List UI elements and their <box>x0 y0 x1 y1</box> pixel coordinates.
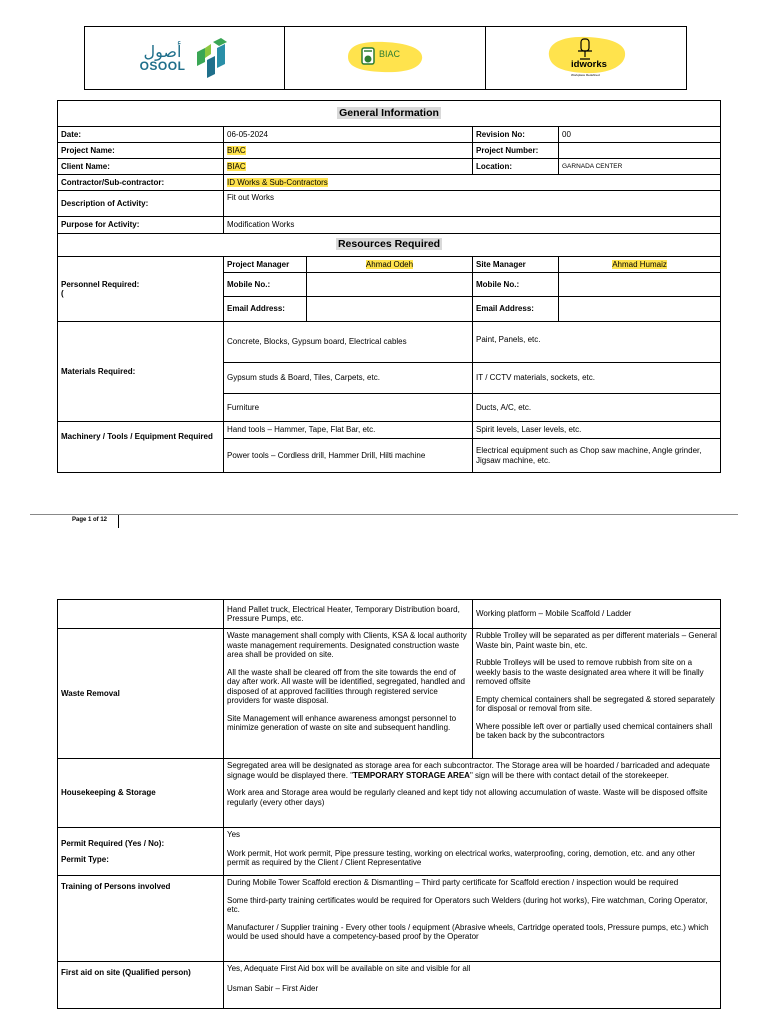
pm-email-label: Email Address: <box>224 297 307 322</box>
material-item: IT / CCTV materials, sockets, etc. <box>473 363 721 394</box>
permit-label: Permit Required (Yes / No): Permit Type: <box>58 828 224 876</box>
idworks-tagline: Workplace Redefined <box>571 72 600 77</box>
machinery-item: Hand tools – Hammer, Tape, Flat Bar, etc. <box>224 422 473 439</box>
materials-label: Materials Required: <box>58 322 224 422</box>
general-info-table <box>57 100 721 473</box>
revision-label: Revision No: <box>473 127 559 143</box>
project-name-label: Project Name: <box>58 143 224 159</box>
continuation-table <box>57 599 721 1009</box>
project-manager-value: Ahmad Odeh <box>307 257 473 273</box>
housekeeping-label: Housekeeping & Storage <box>58 759 224 828</box>
machinery-item: Power tools – Cordless drill, Hammer Drill, Hilti machine <box>224 439 473 473</box>
machinery-item: Spirit levels, Laser levels, etc. <box>473 422 721 439</box>
project-manager-label: Project Manager <box>224 257 307 273</box>
site-manager-label: Site Manager <box>473 257 559 273</box>
contractor-value: ID Works & Sub-Contractors <box>224 175 721 191</box>
osool-text: OSOOL <box>139 59 186 73</box>
pm-email-value <box>307 297 473 322</box>
sm-mobile-label: Mobile No.: <box>473 273 559 297</box>
sm-email-label: Email Address: <box>473 297 559 322</box>
housekeeping-text: Segregated area will be designated as storage area for each subcontractor. The Storage area will be hoarded / barricaded and adequate signage would be displayed there. "TEMPORARY STORAGE AREA" sign will be there with contact detail of the storekeeper. Work area and Storage area would be regularly cleaned and kept tidy not allowing accumulation of waste. Waste will be disposed offsite regularly (every other days) <box>224 759 721 828</box>
revision-value: 00 <box>559 127 721 143</box>
machinery-label: Machinery / Tools / Equipment Required <box>58 422 224 473</box>
biac-text: BIAC <box>379 48 401 59</box>
material-item: Paint, Panels, etc. <box>473 322 721 363</box>
training-text: During Mobile Tower Scaffold erection & Dismantling – Third party certificate for Scaffold erection / inspection would be required Some third-party training certificates would be required for Operators such Welders (during hot works), Fire watchman, Coring Operator, etc. Manufacturer / Supplier training - Every other tools / equipment (Abrasive wheels, Cartridge operated tools, Pressure pumps, etc.) which would be used should have a competency-based proof by the Operator <box>224 876 721 962</box>
waste-removal-label: Waste Removal <box>58 629 224 759</box>
page-number-divider <box>118 515 119 528</box>
permit-text: Yes Work permit, Hot work permit, Pipe pressure testing, working on electrical works, waterproofing, coring, demotion, etc. and any other permit as required by the Client / Client Representative <box>224 828 721 876</box>
idworks-logo-cell <box>486 27 687 90</box>
material-item: Ducts, A/C, etc. <box>473 394 721 422</box>
material-item: Gypsum studs & Board, Tiles, Carpets, etc. <box>224 363 473 394</box>
first-aid-text: Yes, Adequate First Aid box will be available on site and visible for all Usman Sabir – First Aider <box>224 962 721 1009</box>
date-label: Date: <box>58 127 224 143</box>
osool-logo-cell <box>85 27 285 90</box>
machinery-item: Working platform – Mobile Scaffold / Ladder <box>473 600 721 629</box>
page-break-rule <box>30 514 738 515</box>
material-item: Concrete, Blocks, Gypsum board, Electrical cables <box>224 322 473 363</box>
idworks-text: idworks <box>571 58 607 70</box>
machinery-cont-label <box>58 600 224 629</box>
logo-header <box>84 26 687 90</box>
biac-logo-cell <box>285 27 486 90</box>
resources-heading: Resources Required <box>58 234 721 257</box>
general-info-heading: General Information <box>58 101 721 127</box>
page-number: Page 1 of 12 <box>72 517 108 523</box>
machinery-item: Electrical equipment such as Chop saw machine, Angle grinder, Jigsaw machine, etc. <box>473 439 721 473</box>
waste-removal-left: Waste management shall comply with Clients, KSA & local authority waste management requirements. Designated construction waste area shall be provided on site. All the waste shall be cleared off from the site towards the end of day after work. All waste will be identified, segregated, handled and disposed of at approved facilities through registered service providers for waste disposal. Site Management will enhance awareness amongst personnel to minimize generation of waste on site and subsequent handling. <box>224 629 473 759</box>
training-label: Training of Persons involved <box>58 876 224 962</box>
site-manager-value: Ahmad Humaiz <box>559 257 721 273</box>
material-item: Furniture <box>224 394 473 422</box>
project-number-label: Project Number: <box>473 143 559 159</box>
machinery-item: Hand Pallet truck, Electrical Heater, Temporary Distribution board, Pressure Pumps, etc. <box>224 600 473 629</box>
client-name-label: Client Name: <box>58 159 224 175</box>
osool-arabic-text: أصول <box>143 42 182 61</box>
personnel-label: Personnel Required: ( <box>58 257 224 322</box>
date-value: 06-05-2024 <box>224 127 473 143</box>
sm-mobile-value <box>559 273 721 297</box>
purpose-value: Modification Works <box>224 217 721 234</box>
sm-email-value <box>559 297 721 322</box>
waste-removal-right: Rubble Trolley will be separated as per different materials – General Waste bin, Paint waste bin, etc. Rubble Trolleys will be used to remove rubbish from site on a weekly basis to the waste designated area where it will be finally removed offsite Empty chemical containers shall be segregated & stored separately for disposal or removal from site. Where possible left over or partially used chemical containers shall be taken back by the subcontractors <box>473 629 721 759</box>
project-number-value <box>559 143 721 159</box>
contractor-label: Contractor/Sub-contractor: <box>58 175 224 191</box>
description-value: Fit out Works <box>224 191 721 217</box>
client-name-value: BIAC <box>224 159 473 175</box>
location-value: GARNADA CENTER <box>559 159 721 175</box>
first-aid-label: First aid on site (Qualified person) <box>58 962 224 1009</box>
purpose-label: Purpose for Activity: <box>58 217 224 234</box>
pm-mobile-label: Mobile No.: <box>224 273 307 297</box>
description-label: Description of Activity: <box>58 191 224 217</box>
pm-mobile-value <box>307 273 473 297</box>
osool-logo-icon <box>191 38 229 78</box>
location-label: Location: <box>473 159 559 175</box>
project-name-value: BIAC <box>224 143 473 159</box>
